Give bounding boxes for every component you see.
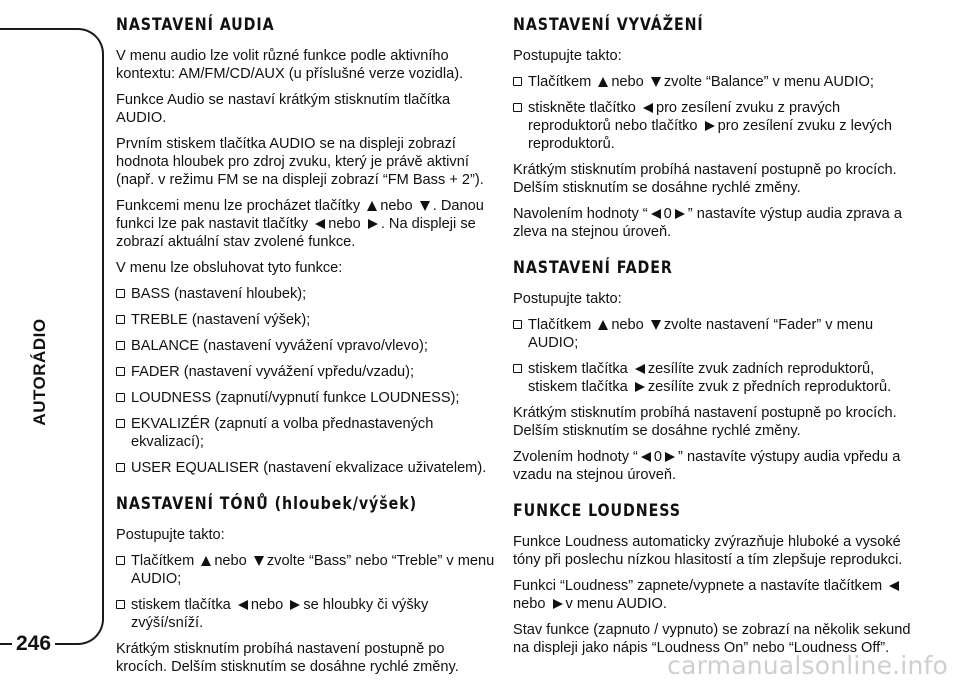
text: Navolením hodnoty “: [513, 206, 648, 222]
text: 0: [663, 206, 672, 222]
paragraph: [513, 577, 913, 613]
arrow-right-icon: [705, 121, 715, 131]
list-item-text: USER EQUALISER (nastavení ekvalizace uživatelem).: [131, 460, 487, 476]
text: Tlačítkem: [528, 74, 592, 90]
text: stiskem tlačítka: [528, 361, 628, 377]
text: nebo: [513, 596, 546, 612]
arrow-right-icon: [553, 599, 563, 609]
arrow-down-icon: [651, 77, 661, 87]
text: Tlačítkem: [528, 317, 592, 333]
heading-balance-settings: NASTAVENÍ VYVÁŽENÍ: [513, 15, 704, 35]
list-item: [116, 415, 496, 451]
right-column: [513, 14, 913, 665]
text: nebo: [611, 317, 644, 333]
arrow-down-icon: [254, 556, 264, 566]
paragraph-navigation: [116, 197, 496, 251]
arrow-left-icon: [889, 581, 899, 591]
bullet-box-icon: [116, 367, 125, 376]
arrow-right-icon: [290, 600, 300, 610]
arrow-left-icon: [651, 209, 661, 219]
text: nebo: [250, 597, 284, 613]
arrow-left-icon: [238, 600, 248, 610]
text: . Danou funkci lze pak nastavit tlačítky: [116, 198, 484, 232]
list-item-text: FADER (nastavení vyvážení vpředu/vzadu);: [131, 364, 415, 380]
text: stiskem tlačítka: [131, 597, 231, 613]
text: se hloubky či výšky zvýší/sníží.: [131, 597, 429, 631]
bullet-box-icon: [513, 320, 522, 329]
paragraph: Krátkým stisknutím probíhá nastavení postupně po krocích. Delším stisknutím se dosáhne rychlé změny.: [513, 405, 897, 439]
bullet-box-icon: [116, 341, 125, 350]
paragraph: Stav funkce (zapnuto / vypnuto) se zobrazí na několik sekund na displeji jako nápis “Loudness On” nebo “Loudness Off”.: [513, 622, 911, 656]
bullet-box-icon: [513, 103, 522, 112]
text: pro zesílení zvuku z levých reproduktorů.: [528, 118, 893, 152]
paragraph: [513, 448, 913, 484]
step-item: [513, 99, 913, 153]
arrow-right-icon: [665, 452, 675, 462]
arrow-up-icon: [367, 201, 377, 211]
heading-tone-settings: NASTAVENÍ TÓNŮ (hloubek/výšek): [116, 494, 418, 514]
arrow-left-icon: [641, 452, 651, 462]
arrow-right-icon: [635, 382, 645, 392]
bullet-box-icon: [116, 556, 125, 565]
text: ” nastavíte výstupy audia vpředu a vzadu na stejnou úroveň.: [513, 449, 901, 483]
text: Funkcemi menu lze procházet tlačítky: [116, 198, 361, 214]
paragraph: Postupujte takto:: [513, 291, 622, 307]
arrow-left-icon: [635, 364, 645, 374]
text: zesílíte zvuk z předních reproduktorů.: [647, 379, 892, 395]
page-number: 246: [12, 632, 55, 656]
arrow-up-icon: [598, 77, 608, 87]
paragraph: Krátkým stisknutím probíhá nastavení postupně po krocích. Delším stisknutím se dosáhne rychlé změny.: [116, 641, 459, 675]
paragraph: Postupujte takto:: [116, 527, 225, 543]
paragraph: [513, 205, 913, 241]
list-item-text: BASS (nastavení hloubek);: [131, 286, 307, 302]
list-item-text: BALANCE (nastavení vyvážení vpravo/vlevo);: [131, 338, 428, 354]
step-item: [116, 596, 496, 632]
paragraph: Prvním stiskem tlačítka AUDIO se na displeji zobrazí hodnota hloubek pro zdroj zvuku, který je právě aktivní (např. v režimu FM se na displeji zobrazí “FM Bass + 2”).: [116, 136, 484, 188]
text: pro zesílení zvuku z pravých reproduktorů nebo tlačítko: [528, 100, 841, 134]
arrow-down-icon: [651, 320, 661, 330]
bullet-box-icon: [116, 393, 125, 402]
arrow-left-icon: [315, 219, 325, 229]
step-item: [513, 360, 913, 396]
text: zesílíte zvuk zadních reproduktorů, stiskem tlačítka: [528, 361, 875, 395]
text: zvolte “Bass” nebo “Treble” v menu AUDIO;: [131, 553, 495, 587]
list-item: [116, 389, 496, 407]
paragraph: V menu lze obsluhovat tyto funkce:: [116, 260, 343, 276]
text: nebo: [328, 216, 361, 232]
bullet-box-icon: [116, 289, 125, 298]
text: Funkci “Loudness” zapnete/vypnete a nastavíte tlačítkem: [513, 578, 883, 594]
arrow-left-icon: [643, 103, 653, 113]
bullet-box-icon: [513, 77, 522, 86]
list-item: [116, 285, 496, 303]
text: ” nastavíte výstup audia zprava a zleva na stejnou úroveň.: [513, 206, 902, 240]
list-item: [116, 459, 496, 477]
text: zvolte nastavení “Fader” v menu AUDIO;: [528, 317, 874, 351]
text: stiskněte tlačítko: [528, 100, 636, 116]
paragraph: Funkce Loudness automaticky zvýrazňuje hluboké a vysoké tóny při poslechu nízkou hlasitostí a tím zlepšuje reprodukci.: [513, 534, 903, 568]
watermark: carmanualsonline.info: [667, 651, 948, 680]
list-item: [116, 363, 496, 381]
arrow-right-icon: [368, 219, 378, 229]
bullet-box-icon: [116, 463, 125, 472]
paragraph: Krátkým stisknutím probíhá nastavení postupně po krocích. Delším stisknutím se dosáhne rychlé změny.: [513, 162, 897, 196]
text: nebo: [380, 198, 413, 214]
text: Tlačítkem: [131, 553, 195, 569]
list-item: [116, 311, 496, 329]
list-item-text: LOUDNESS (zapnutí/vypnutí funkce LOUDNESS);: [131, 390, 460, 406]
text: nebo: [214, 553, 247, 569]
bullet-box-icon: [116, 600, 125, 609]
heading-audio-settings: NASTAVENÍ AUDIA: [116, 15, 275, 35]
left-column: [116, 14, 496, 684]
heading-fader-settings: NASTAVENÍ FADER: [513, 258, 673, 278]
paragraph: V menu audio lze volit různé funkce podle aktivního kontextu: AM/FM/CD/AUX (u příslušné verze vozidla).: [116, 48, 464, 82]
text: zvolte “Balance” v menu AUDIO;: [663, 74, 874, 90]
chapter-tab: [0, 28, 104, 645]
step-item: [513, 316, 913, 352]
paragraph: Funkce Audio se nastaví krátkým stisknutím tlačítka AUDIO.: [116, 92, 451, 126]
heading-loudness: FUNKCE LOUDNESS: [513, 501, 681, 521]
bullet-box-icon: [116, 315, 125, 324]
text: Zvolením hodnoty “: [513, 449, 638, 465]
arrow-right-icon: [675, 209, 685, 219]
step-item: [116, 552, 496, 588]
text: 0: [653, 449, 663, 465]
text: . Na displeji se zobrazí aktuální stav zvolené funkce.: [116, 216, 476, 250]
list-item-text: TREBLE (nastavení výšek);: [131, 312, 311, 328]
step-item: [513, 73, 913, 91]
arrow-down-icon: [420, 201, 430, 211]
arrow-up-icon: [201, 556, 211, 566]
bullet-box-icon: [116, 419, 125, 428]
function-list: [116, 285, 496, 477]
arrow-up-icon: [598, 320, 608, 330]
list-item: [116, 337, 496, 355]
text: nebo: [611, 74, 644, 90]
text: v menu AUDIO.: [565, 596, 667, 612]
bullet-box-icon: [513, 364, 522, 373]
paragraph: Postupujte takto:: [513, 48, 622, 64]
list-item-text: EKVALIZÉR (zapnutí a volba přednastavených ekvalizací);: [131, 416, 434, 450]
chapter-label: AUTORÁDIO: [30, 318, 49, 426]
